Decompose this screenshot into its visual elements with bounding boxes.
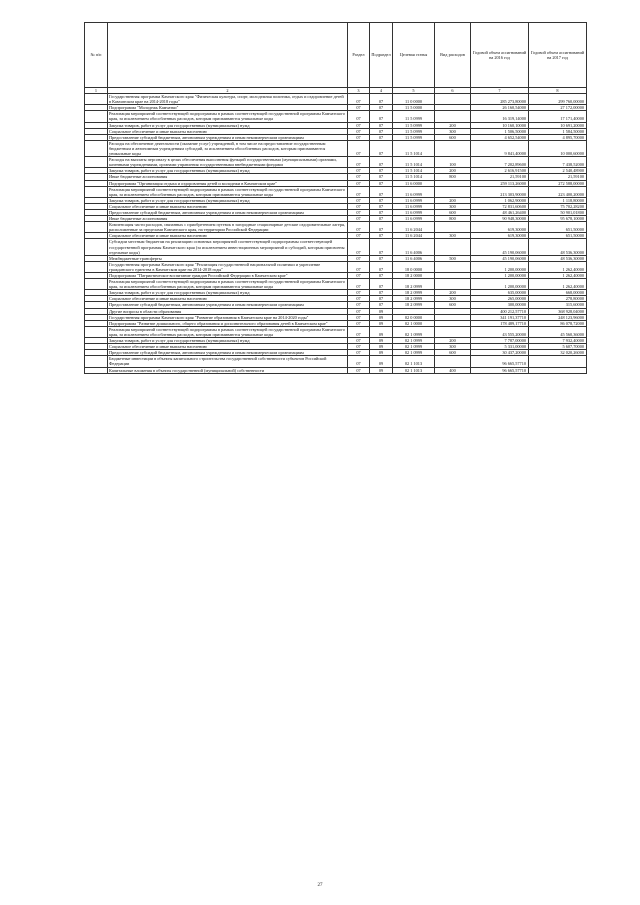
cell-obem-2017: 368 928,04000 [529, 308, 587, 314]
cell-vid-rashodov: 300 [435, 296, 471, 302]
cell-vid-rashodov: 200 [435, 338, 471, 344]
cell-obem-2017: 32 020,26000 [529, 350, 587, 356]
column-number: 1 [85, 88, 108, 94]
cell-obem-2017: 651,50000 [529, 222, 587, 233]
cell-vid-rashodov: 600 [435, 350, 471, 356]
cell-cel-statya: 18 2 0999 [393, 302, 435, 308]
cell-cel-statya: 02 0 0000 [393, 314, 435, 320]
cell-razdel: 07 [348, 296, 370, 302]
cell-podrazdel: 07 [370, 273, 393, 279]
cell-vid-rashodov: 500 [435, 255, 471, 261]
cell-obem-2017: 1 262,40000 [529, 279, 587, 290]
cell-obem-2017: 4 895,70000 [529, 134, 587, 140]
cell-cel-statya: 11 5 0999 [393, 128, 435, 134]
cell-vid-rashodov: 200 [435, 197, 471, 203]
cell-razdel: 07 [348, 140, 370, 156]
cell-vid-rashodov [435, 261, 471, 272]
cell-podrazdel: 09 [370, 367, 393, 373]
cell-podrazdel: 09 [370, 308, 393, 314]
cell-vid-rashodov [435, 111, 471, 122]
cell-cel-statya: 02 1 0999 [393, 350, 435, 356]
cell-razdel: 07 [348, 320, 370, 326]
cell-name: Расходы на обеспечение деятельности (оказание услуг) учреждений, в том числе на предоставление государственным бюджетным и автономным учреждениям субсидий, за исключением обособленных расходов, которым присваиваются уникальные коды [108, 140, 348, 156]
cell-vid-rashodov: 800 [435, 216, 471, 222]
cell-num [85, 157, 108, 168]
cell-obem-2016: 1 200,00000 [471, 273, 529, 279]
cell-obem-2017: 7 438,52000 [529, 157, 587, 168]
cell-obem-2017: 10 691,20000 [529, 122, 587, 128]
cell-razdel: 07 [348, 308, 370, 314]
table-row [85, 239, 587, 255]
cell-cel-statya: 18 2 0000 [393, 273, 435, 279]
cell-name: Социальное обеспечение и иные выплаты населению [108, 203, 348, 209]
cell-name: Социальное обеспечение и иные выплаты населению [108, 233, 348, 239]
cell-obem-2017: 651,50000 [529, 233, 587, 239]
cell-cel-statya: 02 1 0999 [393, 338, 435, 344]
cell-num [85, 222, 108, 233]
cell-podrazdel: 07 [370, 203, 393, 209]
cell-podrazdel: 07 [370, 168, 393, 174]
cell-obem-2017: 223 400,20000 [529, 186, 587, 197]
cell-podrazdel: 07 [370, 216, 393, 222]
cell-name: Субсидии местным бюджетам на реализацию основных мероприятий соответствующей подпрограммы соответствующей государственной программы Камчатского края (за исключением инвестиционных мероприятий и субсидий, которым присвоены отдельные коды) [108, 239, 348, 255]
cell-razdel: 07 [348, 128, 370, 134]
cell-razdel: 07 [348, 302, 370, 308]
cell-razdel: 07 [348, 157, 370, 168]
table-row [85, 367, 587, 373]
cell-num [85, 111, 108, 122]
table-body [85, 94, 587, 374]
cell-obem-2017: 48 536,30000 [529, 255, 587, 261]
cell-obem-2017: 10 000,60000 [529, 140, 587, 156]
cell-name: Реализация мероприятий соответствующей подпрограммы в рамках соответствующей государственной программы Камчатского края, за исключением обособленных расходов, которым присваиваются уникальные коды [108, 326, 348, 337]
cell-obem-2017: 278,80000 [529, 296, 587, 302]
cell-cel-statya: 11 6 2044 [393, 233, 435, 239]
cell-name: Закупка товаров, работ и услуг для государственных (муниципальных) нужд [108, 168, 348, 174]
cell-cel-statya: 02 1 0999 [393, 326, 435, 337]
cell-vid-rashodov: 300 [435, 233, 471, 239]
cell-name: Предоставление субсидий бюджетным, автономным учреждениям и иным некоммерческим организациям [108, 350, 348, 356]
cell-vid-rashodov: 200 [435, 168, 471, 174]
cell-obem-2016: 30 437,20000 [471, 350, 529, 356]
cell-name: Подпрограмма "Организация отдыха и оздоровления детей и молодежи в Камчатском крае" [108, 180, 348, 186]
cell-obem-2017: 7 932,40000 [529, 338, 587, 344]
cell-razdel: 07 [348, 314, 370, 320]
cell-obem-2016: 21,59100 [471, 174, 529, 180]
cell-razdel: 07 [348, 180, 370, 186]
header-name [108, 23, 348, 88]
cell-razdel: 07 [348, 344, 370, 350]
cell-obem-2016: 16 319,14000 [471, 111, 529, 122]
cell-obem-2017: 75 702,28200 [529, 203, 587, 209]
cell-cel-statya: 11 5 1014 [393, 168, 435, 174]
cell-num [85, 186, 108, 197]
cell-razdel: 07 [348, 168, 370, 174]
cell-obem-2017: 1 262,40000 [529, 261, 587, 272]
cell-cel-statya: 11 5 0000 [393, 105, 435, 111]
cell-vid-rashodov [435, 239, 471, 255]
cell-vid-rashodov [435, 94, 471, 105]
cell-podrazdel: 09 [370, 320, 393, 326]
cell-obem-2017: 21,59100 [529, 174, 587, 180]
column-number: 8 [529, 88, 587, 94]
cell-podrazdel: 07 [370, 94, 393, 105]
cell-name: Закупка товаров, работ и услуг для государственных (муниципальных) нужд [108, 122, 348, 128]
cell-vid-rashodov: 200 [435, 290, 471, 296]
table-row [85, 279, 587, 290]
cell-obem-2016: 26 160,54000 [471, 105, 529, 111]
table-row [85, 140, 587, 156]
cell-razdel: 07 [348, 279, 370, 290]
cell-vid-rashodov [435, 140, 471, 156]
cell-razdel: 07 [348, 356, 370, 367]
cell-obem-2017: 1 118,80000 [529, 197, 587, 203]
cell-cel-statya: 11 6 0999 [393, 203, 435, 209]
header-num: № п/п [85, 23, 108, 88]
cell-name: Подпрограмма "Развитие дошкольного, общего образования и дополнительного образования детей в Камчатском крае" [108, 320, 348, 326]
cell-podrazdel: 09 [370, 350, 393, 356]
cell-razdel: 07 [348, 239, 370, 255]
cell-cel-statya: 18 2 0999 [393, 296, 435, 302]
cell-obem-2017: 17 171,40000 [529, 111, 587, 122]
cell-obem-2017: 5 607,70000 [529, 344, 587, 350]
cell-name: Компенсация части расходов, связанных с приобретением путевок в загородные стационарные детские оздоровительные лагеря, расположенные за пределами Камчатского края, на территории Российской Федерации [108, 222, 348, 233]
cell-podrazdel: 07 [370, 290, 393, 296]
table-row [85, 111, 587, 122]
cell-obem-2017: 272 588,00000 [529, 180, 587, 186]
header-podrazdel: Подраздел [370, 23, 393, 88]
cell-obem-2016: 1 062,90000 [471, 197, 529, 203]
cell-obem-2016: 285 273,80000 [471, 94, 529, 105]
cell-cel-statya: 11 6 4006 [393, 239, 435, 255]
cell-obem-2017: 1 584,50000 [529, 128, 587, 134]
cell-name: Государственная программа Камчатского края "Физическая культура, спорт, молодежная политика, отдых и оздоровление детей в Камчатском крае на 2014-2018 годы" [108, 94, 348, 105]
cell-podrazdel: 07 [370, 197, 393, 203]
cell-razdel: 07 [348, 209, 370, 215]
table-row [85, 356, 587, 367]
cell-vid-rashodov: 600 [435, 209, 471, 215]
cell-name: Реализация мероприятий соответствующей подпрограммы в рамках соответствующей государственной программы Камчатского края, за исключением обособленных расходов, которым присваиваются уникальные коды [108, 279, 348, 290]
cell-podrazdel: 07 [370, 209, 393, 215]
cell-name: Иные бюджетные ассигнования [108, 216, 348, 222]
cell-obem-2017: 315,60000 [529, 302, 587, 308]
cell-name: Предоставление субсидий бюджетным, автономным учреждениям и иным некоммерческим организациям [108, 302, 348, 308]
budget-table [84, 22, 587, 374]
header-obem-2017: Годовой объем ассигнований на 2017 год [529, 23, 587, 88]
cell-cel-statya: 11 6 0999 [393, 186, 435, 197]
cell-name: Иные бюджетные ассигнования [108, 174, 348, 180]
cell-obem-2017 [529, 356, 587, 367]
cell-vid-rashodov: 800 [435, 174, 471, 180]
cell-name: Капитальные вложения в объекты государственной (муниципальной) собственности [108, 367, 348, 373]
cell-obem-2017: 1 262,40000 [529, 273, 587, 279]
cell-obem-2016: 1 200,00000 [471, 279, 529, 290]
cell-obem-2016: 259 113,26000 [471, 180, 529, 186]
cell-podrazdel: 07 [370, 222, 393, 233]
cell-num [85, 239, 108, 255]
cell-obem-2017: 27 172,00000 [529, 105, 587, 111]
cell-cel-statya: 11 5 1014 [393, 140, 435, 156]
cell-cel-statya: 02 1 1013 [393, 367, 435, 373]
cell-razdel: 07 [348, 134, 370, 140]
cell-name: Другие вопросы в области образования [108, 308, 348, 314]
cell-num [85, 367, 108, 373]
cell-razdel: 07 [348, 222, 370, 233]
cell-obem-2017: 45 560,36000 [529, 326, 587, 337]
cell-obem-2016: 45 190,06000 [471, 255, 529, 261]
column-number: 4 [370, 88, 393, 94]
cell-obem-2017: 50 901,01800 [529, 209, 587, 215]
cell-name: Реализация мероприятий соответствующей подпрограммы в рамках соответствующей государственной программы Камчатского края, за исключением обособленных расходов, которым присваиваются уникальные коды [108, 186, 348, 197]
cell-name: Расходы на выплаты персоналу в целях обеспечения выполнения функций государственными (муниципальными) органами, казенными учреждениями, органами управления государственными внебюджетными фондами [108, 157, 348, 168]
table-row [85, 261, 587, 272]
cell-name: Предоставление субсидий бюджетным, автономным учреждениям и иным некоммерческим организациям [108, 134, 348, 140]
cell-obem-2016: 1 200,00000 [471, 261, 529, 272]
cell-vid-rashodov: 600 [435, 302, 471, 308]
cell-name: Государственная программа Камчатского края "Реализация государственной национальной политики и укрепление гражданского единства в Камчатском крае на 2014-2018 годы" [108, 261, 348, 272]
cell-razdel: 07 [348, 350, 370, 356]
cell-cel-statya: 11 5 0999 [393, 111, 435, 122]
cell-podrazdel: 09 [370, 344, 393, 350]
cell-name: Межбюджетные трансферты [108, 255, 348, 261]
budget-table-sheet [84, 22, 586, 374]
cell-obem-2016: 619,30000 [471, 222, 529, 233]
cell-obem-2016: 72 831,60600 [471, 203, 529, 209]
cell-podrazdel: 07 [370, 180, 393, 186]
cell-razdel: 07 [348, 174, 370, 180]
cell-cel-statya: 11 6 2044 [393, 222, 435, 233]
cell-razdel: 07 [348, 273, 370, 279]
cell-podrazdel: 07 [370, 186, 393, 197]
cell-cel-statya: 18 0 0000 [393, 261, 435, 272]
cell-vid-rashodov [435, 326, 471, 337]
cell-podrazdel: 07 [370, 302, 393, 308]
cell-razdel: 07 [348, 326, 370, 337]
cell-razdel: 07 [348, 203, 370, 209]
cell-podrazdel: 07 [370, 233, 393, 239]
cell-obem-2016: 635,00000 [471, 290, 529, 296]
cell-vid-rashodov [435, 186, 471, 197]
cell-vid-rashodov: 300 [435, 203, 471, 209]
cell-razdel: 07 [348, 216, 370, 222]
cell-podrazdel: 07 [370, 174, 393, 180]
cell-cel-statya: 11 6 0000 [393, 180, 435, 186]
header-vid-rashodov: Вид расходов [435, 23, 471, 88]
cell-num [85, 356, 108, 367]
cell-cel-statya: 11 5 0999 [393, 122, 435, 128]
cell-name: Реализация мероприятий соответствующей подпрограммы в рамках соответствующей государственной программы Камчатского края, за исключением обособленных расходов, которым присваиваются уникальные коды [108, 111, 348, 122]
cell-razdel: 07 [348, 233, 370, 239]
cell-razdel: 07 [348, 290, 370, 296]
table-row [85, 157, 587, 168]
cell-razdel: 07 [348, 111, 370, 122]
cell-cel-statya: 11 6 4006 [393, 255, 435, 261]
cell-obem-2016: 7 202,89600 [471, 157, 529, 168]
cell-obem-2016: 10 160,10000 [471, 122, 529, 128]
table-row [85, 94, 587, 105]
cell-razdel: 07 [348, 197, 370, 203]
column-number: 7 [471, 88, 529, 94]
cell-podrazdel: 07 [370, 239, 393, 255]
cell-razdel: 07 [348, 105, 370, 111]
cell-obem-2016: 619,30000 [471, 233, 529, 239]
cell-obem-2016: 213 303,90000 [471, 186, 529, 197]
header-obem-2016: Годовой объем ассигнований на 2016 год [471, 23, 529, 88]
cell-obem-2016: 178 489,17710 [471, 320, 529, 326]
cell-cel-statya: 11 6 0999 [393, 216, 435, 222]
cell-name: Подпрограмма "Патриотическое воспитание граждан Российской Федерации в Камчатском крае" [108, 273, 348, 279]
cell-obem-2016: 4 652,54000 [471, 134, 529, 140]
cell-podrazdel: 09 [370, 356, 393, 367]
cell-cel-statya: 18 2 0999 [393, 279, 435, 290]
cell-vid-rashodov: 400 [435, 367, 471, 373]
cell-cel-statya: 02 1 0000 [393, 320, 435, 326]
cell-cel-statya: 11 6 0999 [393, 209, 435, 215]
table-row [85, 326, 587, 337]
cell-razdel: 07 [348, 122, 370, 128]
cell-num [85, 94, 108, 105]
cell-name: Государственная программа Камчатского края "Развитие образования в Камчатском крае на 2014-2020 годы" [108, 314, 348, 320]
cell-name: Закупка товаров, работ и услуг для государственных (муниципальных) нужд [108, 290, 348, 296]
cell-obem-2016: 7 787,00000 [471, 338, 529, 344]
cell-razdel: 07 [348, 338, 370, 344]
cell-podrazdel: 07 [370, 128, 393, 134]
cell-cel-statya: 02 1 0999 [393, 344, 435, 350]
table-row [85, 186, 587, 197]
cell-vid-rashodov: 200 [435, 122, 471, 128]
cell-obem-2016: 1 506,50000 [471, 128, 529, 134]
cell-podrazdel: 07 [370, 279, 393, 290]
cell-cel-statya: 11 5 0999 [393, 134, 435, 140]
cell-obem-2017 [529, 367, 587, 373]
column-number: 2 [108, 88, 348, 94]
cell-podrazdel: 07 [370, 140, 393, 156]
cell-cel-statya: 11 5 1014 [393, 157, 435, 168]
cell-vid-rashodov: 300 [435, 344, 471, 350]
page-number: 27 [317, 883, 323, 888]
cell-name: Социальное обеспечение и иные выплаты населению [108, 344, 348, 350]
cell-podrazdel: 09 [370, 326, 393, 337]
table-row [85, 222, 587, 233]
cell-cel-statya: 18 2 0999 [393, 290, 435, 296]
cell-name: Социальное обеспечение и иные выплаты населению [108, 296, 348, 302]
cell-podrazdel: 07 [370, 111, 393, 122]
cell-razdel: 07 [348, 261, 370, 272]
cell-name: Закупка товаров, работ и услуг для государственных (муниципальных) нужд [108, 197, 348, 203]
cell-obem-2017: 95 678,10000 [529, 216, 587, 222]
cell-num [85, 140, 108, 156]
cell-vid-rashodov: 100 [435, 157, 471, 168]
cell-obem-2017: 86 078,72000 [529, 320, 587, 326]
cell-vid-rashodov [435, 279, 471, 290]
cell-obem-2016: 2 616,91500 [471, 168, 529, 174]
cell-obem-2017: 668,00000 [529, 290, 587, 296]
column-number: 6 [435, 88, 471, 94]
cell-podrazdel: 07 [370, 105, 393, 111]
cell-obem-2016: 300,00000 [471, 302, 529, 308]
cell-obem-2016: 90 948,30000 [471, 216, 529, 222]
cell-razdel: 07 [348, 367, 370, 373]
cell-vid-rashodov [435, 356, 471, 367]
cell-cel-statya: 02 1 1013 [393, 356, 435, 367]
cell-razdel: 07 [348, 186, 370, 197]
cell-obem-2016: 43 555,20000 [471, 326, 529, 337]
column-number: 5 [393, 88, 435, 94]
cell-obem-2017: 248 123,96000 [529, 314, 587, 320]
cell-cel-statya: 11 5 1014 [393, 174, 435, 180]
cell-name: Подпрограмма "Молодежь Камчатки" [108, 105, 348, 111]
cell-cel-statya: 11 0 0000 [393, 94, 435, 105]
cell-podrazdel: 07 [370, 122, 393, 128]
table-header-row [85, 23, 587, 88]
cell-cel-statya: 11 6 0999 [393, 197, 435, 203]
cell-obem-2016: 48 461,26400 [471, 209, 529, 215]
cell-podrazdel: 07 [370, 296, 393, 302]
cell-name: Социальное обеспечение и иные выплаты населению [108, 128, 348, 134]
cell-obem-2017: 2 540,48900 [529, 168, 587, 174]
cell-obem-2016: 265,00000 [471, 296, 529, 302]
header-razdel: Раздел [348, 23, 370, 88]
cell-vid-rashodov [435, 222, 471, 233]
cell-obem-2016: 400 212,57710 [471, 308, 529, 314]
cell-podrazdel: 09 [370, 314, 393, 320]
cell-name: Закупка товаров, работ и услуг для государственных (муниципальных) нужд [108, 338, 348, 344]
cell-podrazdel: 07 [370, 157, 393, 168]
column-number: 3 [348, 88, 370, 94]
cell-podrazdel: 09 [370, 338, 393, 344]
cell-obem-2016: 5 331,00000 [471, 344, 529, 350]
cell-obem-2016: 96 665,57710 [471, 356, 529, 367]
cell-vid-rashodov: 600 [435, 134, 471, 140]
cell-vid-rashodov: 300 [435, 128, 471, 134]
cell-num [85, 326, 108, 337]
cell-num [85, 261, 108, 272]
cell-obem-2016: 9 841,40000 [471, 140, 529, 156]
cell-podrazdel: 07 [370, 255, 393, 261]
cell-name: Предоставление субсидий бюджетным, автономным учреждениям и иным некоммерческим организациям [108, 209, 348, 215]
cell-obem-2016: 45 190,06000 [471, 239, 529, 255]
cell-num [85, 279, 108, 290]
cell-podrazdel: 07 [370, 134, 393, 140]
cell-razdel: 07 [348, 94, 370, 105]
cell-obem-2017: 299 760,00000 [529, 94, 587, 105]
cell-name: Бюджетные инвестиции в объекты капитального строительства государственной собственности субъектов Российской Федерации [108, 356, 348, 367]
cell-podrazdel: 07 [370, 261, 393, 272]
cell-obem-2016: 96 665,57710 [471, 367, 529, 373]
cell-obem-2017: 48 536,30000 [529, 239, 587, 255]
cell-razdel: 07 [348, 255, 370, 261]
cell-obem-2016: 341 191,37710 [471, 314, 529, 320]
header-cel-statya: Целевая статья [393, 23, 435, 88]
